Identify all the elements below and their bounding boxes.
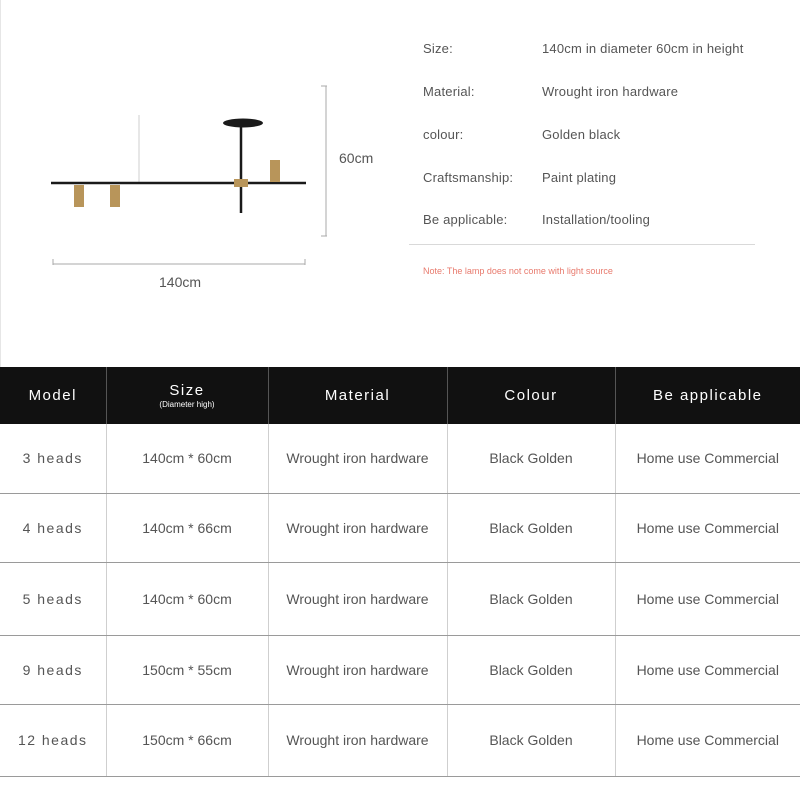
cell-applicable: Home use Commercial xyxy=(615,704,800,776)
cell-size: 140cm * 60cm xyxy=(106,562,268,635)
ceiling-canopy xyxy=(223,119,263,128)
cell-size: 150cm * 66cm xyxy=(106,704,268,776)
cell-material: Wrought iron hardware xyxy=(268,704,447,776)
cell-material: Wrought iron hardware xyxy=(268,635,447,704)
model-table xyxy=(0,367,800,777)
header-size xyxy=(106,367,268,424)
header-material: Material xyxy=(268,367,447,424)
table-row xyxy=(0,635,800,704)
spec-value-craftsmanship: Paint plating xyxy=(542,170,617,185)
table-row xyxy=(0,424,800,493)
spec-value-material: Wrought iron hardware xyxy=(542,84,679,99)
cell-size: 150cm * 55cm xyxy=(106,635,268,704)
header-size-label: Size xyxy=(169,382,205,399)
table-row xyxy=(0,704,800,776)
spec-divider xyxy=(409,244,755,245)
cell-applicable: Home use Commercial xyxy=(615,562,800,635)
spotlight-head xyxy=(110,185,120,207)
product-spec-panel xyxy=(0,0,800,367)
lamp-illustration xyxy=(41,80,381,310)
cell-model: 4 heads xyxy=(0,493,106,562)
header-model: Model xyxy=(0,367,106,424)
cell-applicable: Home use Commercial xyxy=(615,493,800,562)
header-applicable: Be applicable xyxy=(615,367,800,424)
cell-applicable: Home use Commercial xyxy=(615,424,800,493)
light-source-note: Note: The lamp does not come with light source xyxy=(423,266,613,276)
spec-label-colour: colour: xyxy=(423,127,464,142)
header-size-sub: (Diameter high) xyxy=(159,400,215,409)
cell-material: Wrought iron hardware xyxy=(268,424,447,493)
cell-material: Wrought iron hardware xyxy=(268,493,447,562)
cell-model: 9 heads xyxy=(0,635,106,704)
cell-size: 140cm * 66cm xyxy=(106,493,268,562)
spec-label-applicable: Be applicable: xyxy=(423,212,508,227)
spotlight-head xyxy=(270,160,280,182)
cell-model: 3 heads xyxy=(0,424,106,493)
cell-colour: Black Golden xyxy=(447,493,615,562)
cell-size: 140cm * 60cm xyxy=(106,424,268,493)
height-dimension-label: 60cm xyxy=(339,150,374,166)
cell-colour: Black Golden xyxy=(447,562,615,635)
table-row xyxy=(0,562,800,635)
arm-joint xyxy=(234,179,248,187)
spotlight-head xyxy=(74,185,84,207)
cell-colour: Black Golden xyxy=(447,635,615,704)
spec-value-applicable: Installation/tooling xyxy=(542,212,651,227)
width-dimension-label: 140cm xyxy=(159,274,202,290)
spec-value-colour: Golden black xyxy=(542,127,621,142)
cell-colour: Black Golden xyxy=(447,424,615,493)
cell-colour: Black Golden xyxy=(447,704,615,776)
table-row xyxy=(0,493,800,562)
header-colour: Colour xyxy=(447,367,615,424)
cell-applicable: Home use Commercial xyxy=(615,635,800,704)
spec-label-size: Size: xyxy=(423,41,453,56)
cell-material: Wrought iron hardware xyxy=(268,562,447,635)
spec-label-craftsmanship: Craftsmanship: xyxy=(423,170,514,185)
spec-value-size: 140cm in diameter 60cm in height xyxy=(542,41,744,56)
table-header-row xyxy=(0,367,800,424)
cell-model: 5 heads xyxy=(0,562,106,635)
spec-label-material: Material: xyxy=(423,84,475,99)
cell-model: 12 heads xyxy=(0,704,106,776)
